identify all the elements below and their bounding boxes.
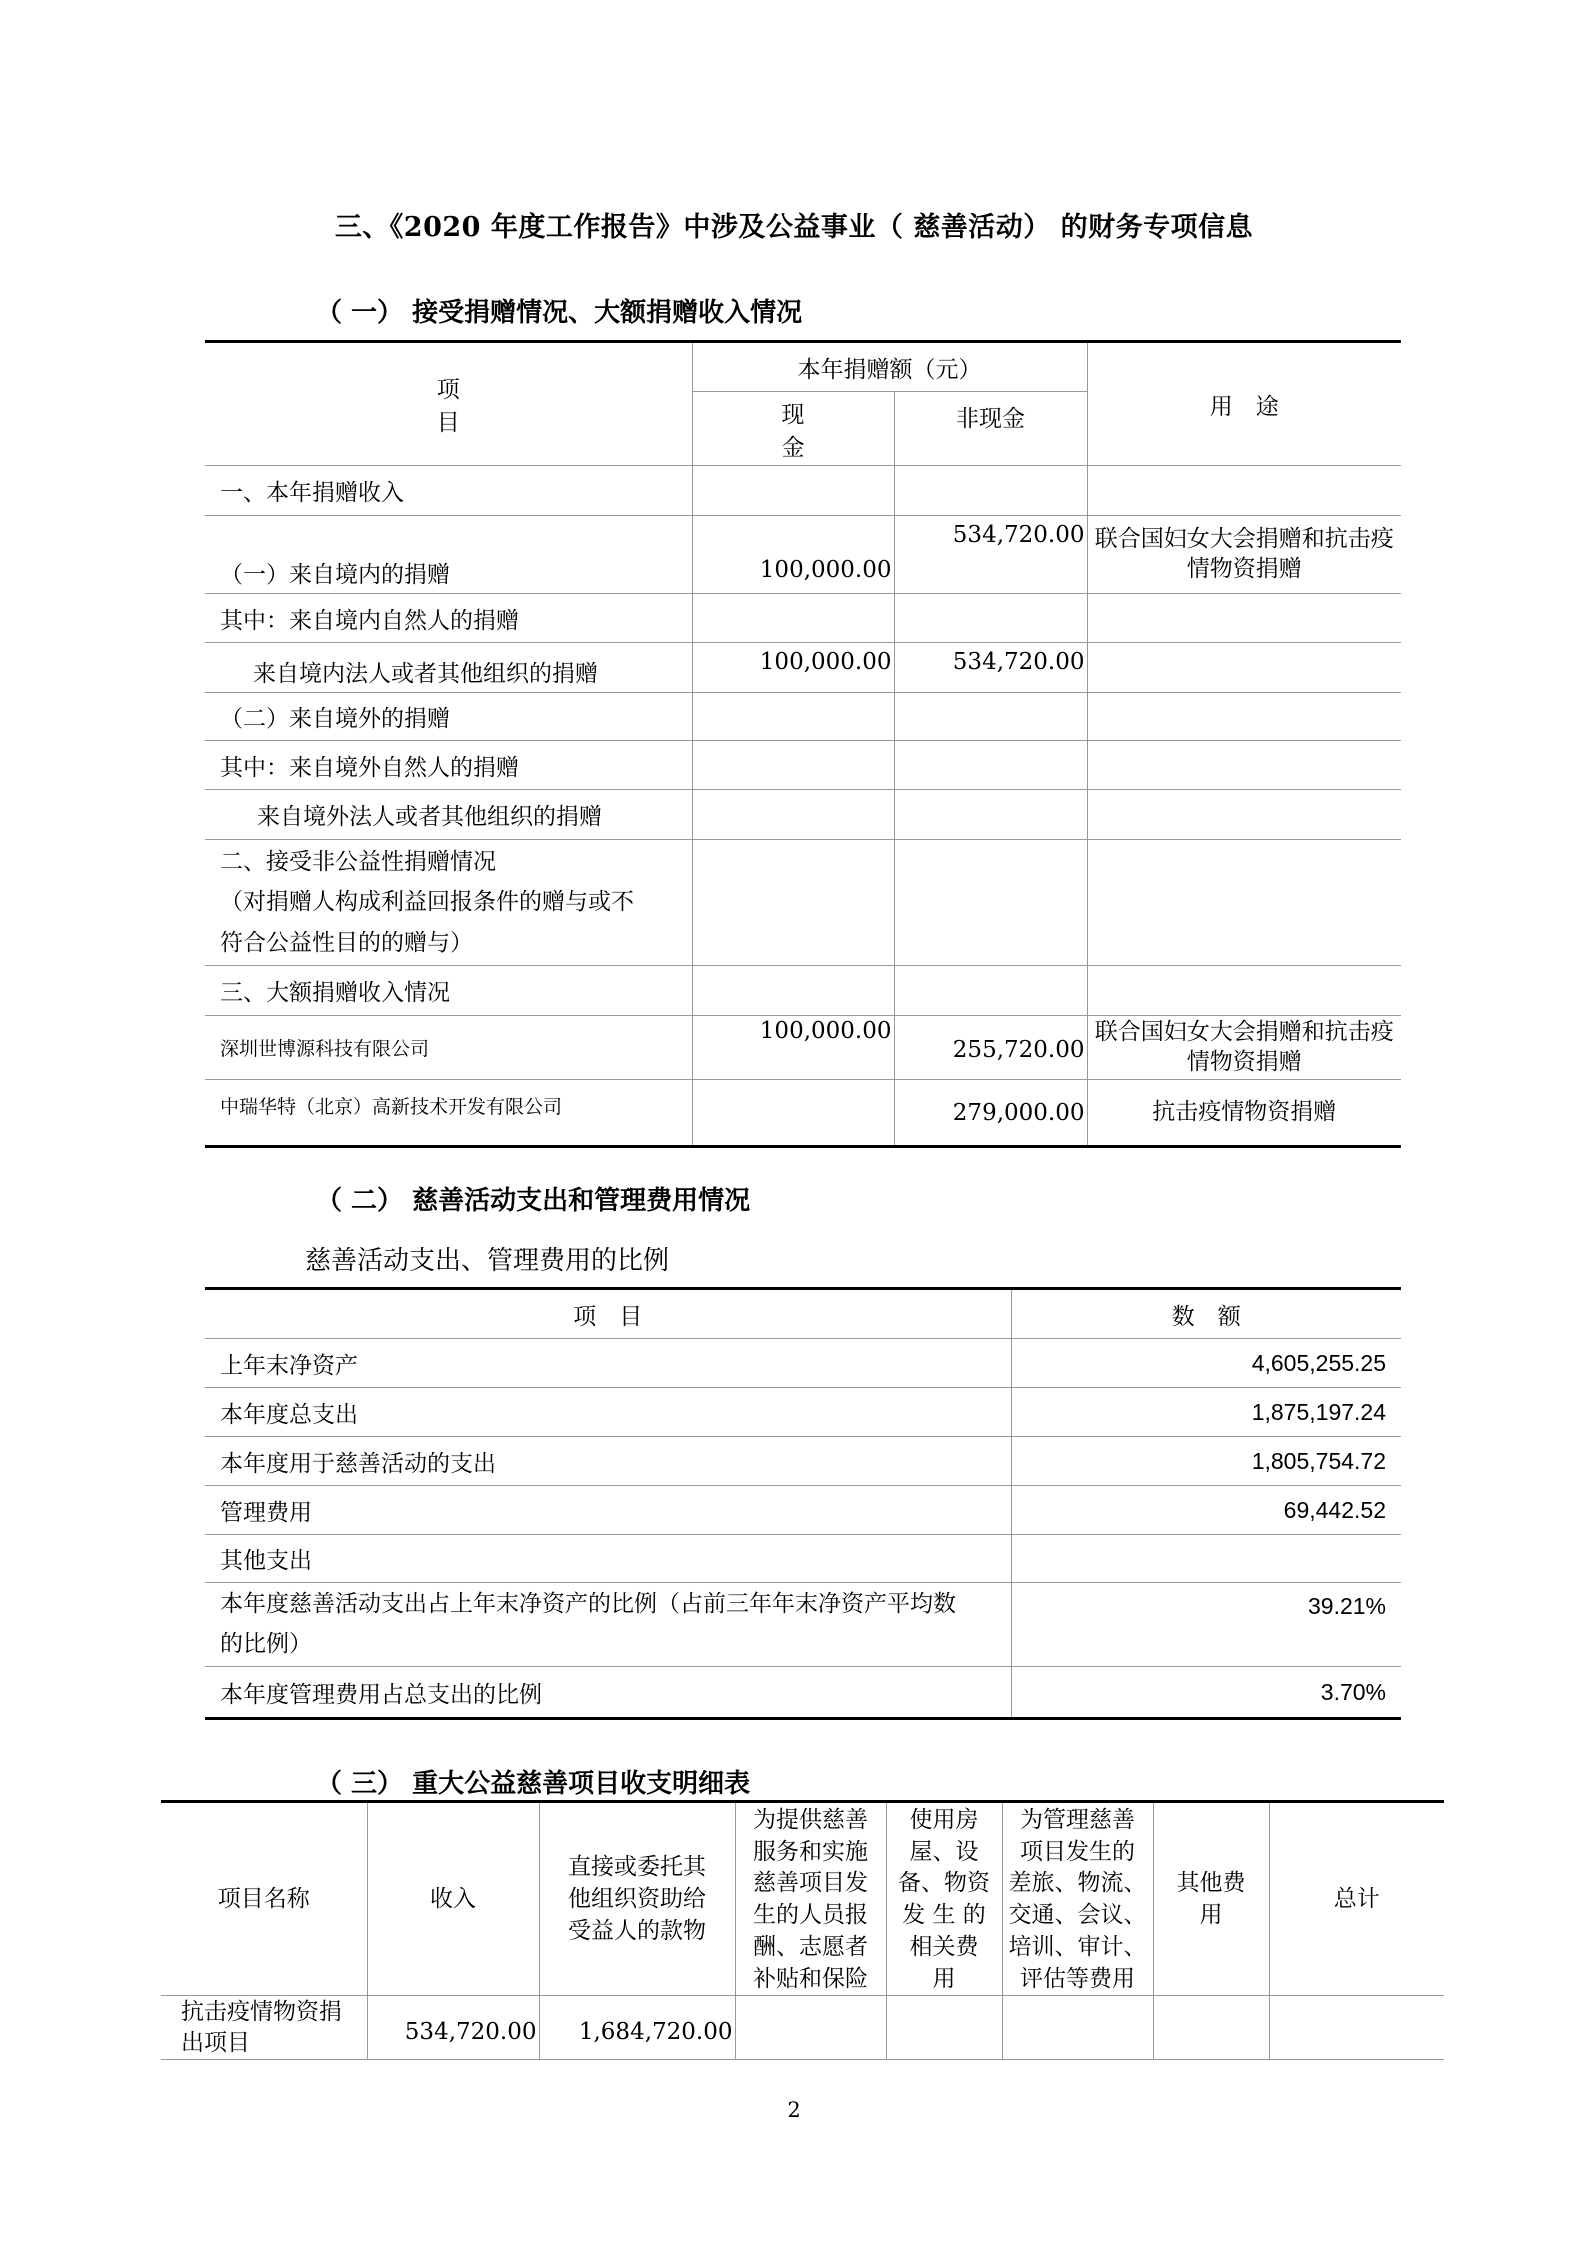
table-row: 本年度管理费用占总支出的比例 3.70% — [205, 1667, 1401, 1719]
header-noncash: 非现金 — [894, 392, 1087, 466]
header-personnel: 为提供慈善 服务和实施 慈善项目发 生的人员报 酬、志愿者 补贴和保险 — [735, 1802, 886, 1996]
header-project-name: 项目名称 — [161, 1802, 367, 1996]
header-amount: 数 额 — [1011, 1289, 1401, 1339]
header-other: 其他费 用 — [1153, 1802, 1269, 1996]
header-use: 用 途 — [1087, 342, 1401, 466]
page-number: 2 — [787, 2098, 801, 2122]
section2-subheading: 慈善活动支出、管理费用的比例 — [305, 1246, 670, 1276]
table-row: 来自境外法人或者其他组织的捐赠 — [205, 790, 1401, 840]
table-row: 其他支出 — [205, 1535, 1401, 1583]
table-row: 上年末净资产 4,605,255.25 — [205, 1339, 1401, 1388]
header-item: 项 目 — [205, 342, 692, 466]
table-header-row — [205, 342, 1401, 392]
section1-heading: （ 一） 接受捐赠情况、大额捐赠收入情况 — [316, 298, 803, 328]
table-row: 来自境内法人或者其他组织的捐赠 100,000.00 534,720.00 — [205, 643, 1401, 693]
section3-heading: （ 三） 重大公益慈善项目收支明细表 — [316, 1769, 751, 1799]
page-title: 三、《2020 年度工作报告》中涉及公益事业（ 慈善活动） 的财务专项信息 — [334, 212, 1254, 243]
table-row: 中瑞华特（北京）高新技术开发有限公司 279,000.00 抗击疫情物资捐赠 — [205, 1080, 1401, 1147]
header-amount-group: 本年捐赠额（元） — [692, 342, 1087, 392]
header-item: 项 目 — [205, 1289, 1011, 1339]
table-row: 本年度慈善活动支出占上年末净资产的比例（占前三年年末净资产平均数 的比例） 39.21% — [205, 1583, 1401, 1667]
donation-table — [205, 340, 1401, 1148]
table-row: 本年度总支出 1,875,197.24 — [205, 1388, 1401, 1437]
table-row: （一）来自境内的捐赠 100,000.00 534,720.00 联合国妇女大会捐赠和抗击疫情物资捐赠 — [205, 516, 1401, 594]
table-row: 其中：来自境外自然人的捐赠 — [205, 741, 1401, 790]
table-row: 抗击疫情物资捐 出项目 534,720.00 1,684,720.00 — [161, 1996, 1444, 2060]
table-row: （二）来自境外的捐赠 — [205, 693, 1401, 741]
table-row: 三、大额捐赠收入情况 — [205, 966, 1401, 1016]
table-row: 深圳世博源科技有限公司 100,000.00 255,720.00 联合国妇女大会捐赠和抗击疫情物资捐赠 — [205, 1016, 1401, 1080]
table-row: 管理费用 69,442.52 — [205, 1486, 1401, 1535]
header-cash: 现 金 — [692, 392, 894, 466]
header-income: 收入 — [367, 1802, 539, 1996]
table-header-row — [205, 1289, 1401, 1339]
table-row: 二、接受非公益性捐赠情况 （对捐赠人构成利益回报条件的赠与或不 符合公益性目的的赠与） — [205, 840, 1401, 966]
header-facilities: 使用房 屋、设 备、物资 发 生 的 相关费 用 — [886, 1802, 1002, 1996]
table-row: 一、本年捐赠收入 — [205, 466, 1401, 516]
header-direct-aid: 直接或委托其 他组织资助给 受益人的款物 — [539, 1802, 735, 1996]
header-management: 为管理慈善 项目发生的 差旅、物流、 交通、会议、 培训、审计、 评估等费用 — [1002, 1802, 1153, 1996]
project-detail-table — [161, 1800, 1444, 2060]
expense-ratio-table — [205, 1287, 1401, 1720]
table-row: 其中：来自境内自然人的捐赠 — [205, 594, 1401, 643]
table-header-row — [161, 1802, 1444, 1996]
header-total: 总计 — [1269, 1802, 1444, 1996]
section2-heading: （ 二） 慈善活动支出和管理费用情况 — [316, 1186, 751, 1216]
table-row: 本年度用于慈善活动的支出 1,805,754.72 — [205, 1437, 1401, 1486]
